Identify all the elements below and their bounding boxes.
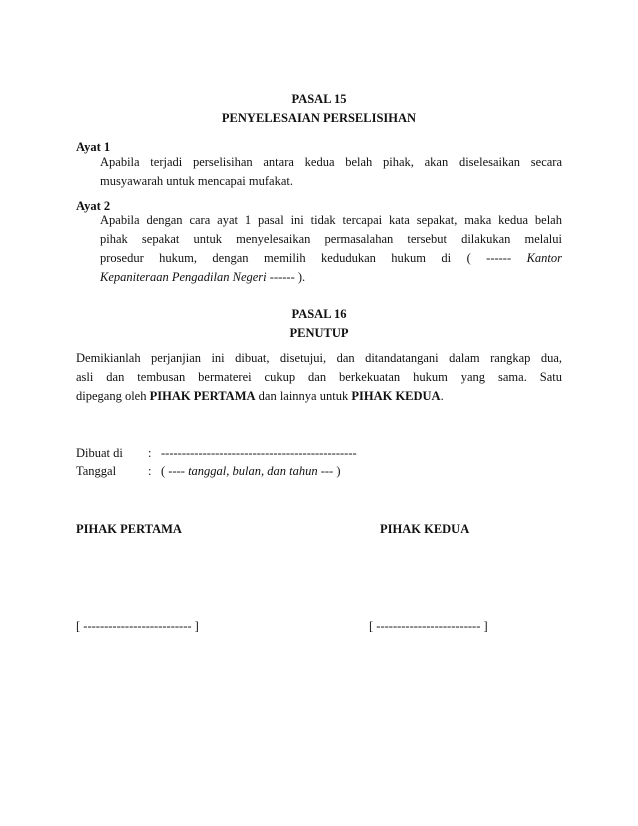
ayat-2-body bbox=[100, 211, 562, 287]
tanggal-italic: tanggal, bulan, dan tahun bbox=[188, 464, 318, 478]
pihak-pertama-label: PIHAK PERTAMA bbox=[76, 522, 182, 536]
closing-pihak-kedua: PIHAK KEDUA bbox=[351, 389, 441, 403]
pihak-kedua-label: PIHAK KEDUA bbox=[380, 522, 470, 536]
closing-line-3-a: dipegang oleh bbox=[76, 389, 147, 403]
ayat-2-line-3-italic: Kantor bbox=[526, 251, 562, 265]
signature-line-kedua: [ ------------------------- ] bbox=[369, 619, 488, 633]
dibuat-di-value: ----------------------------------------------- bbox=[161, 446, 357, 460]
closing-line-3-e: . bbox=[440, 389, 444, 403]
ayat-2-line-1: Apabila dengan cara ayat 1 pasal ini tidak tercapai kata sepakat, maka kedua belah bbox=[100, 213, 562, 227]
ayat-1-line-1: Apabila terjadi perselisihan antara kedua belah pihak, akan diselesaikan secara bbox=[100, 155, 562, 169]
tanggal-colon: : bbox=[148, 464, 152, 478]
closing-line-1: Demikianlah perjanjian ini dibuat, disetujui, dan ditandatangani dalam rangkap dua, bbox=[76, 351, 562, 365]
dibuat-di-row bbox=[76, 444, 562, 463]
closing-line-3-c: dan lainnya untuk bbox=[258, 389, 349, 403]
tanggal-close: --- ) bbox=[320, 464, 341, 478]
closing-paragraph bbox=[76, 349, 562, 406]
closing-line-3 bbox=[76, 387, 562, 406]
ayat-2-line-4-tail: ------ ). bbox=[269, 270, 306, 284]
ayat-2-heading: Ayat 2 bbox=[76, 199, 111, 213]
ayat-1-body bbox=[100, 153, 562, 191]
ayat-2-line-3 bbox=[100, 249, 562, 268]
pasal-15-subtitle: PENYELESAIAN PERSELISIHAN bbox=[221, 111, 417, 125]
signature-line-pertama: [ -------------------------- ] bbox=[76, 619, 199, 633]
dibuat-di-colon: : bbox=[148, 446, 152, 460]
tanggal-open: ( ---- bbox=[161, 464, 185, 478]
closing-line-2: asli dan tembusan bermaterei cukup dan berkekuatan hukum yang sama. Satu bbox=[76, 370, 562, 384]
ayat-1-heading: Ayat 1 bbox=[76, 140, 111, 154]
tanggal-value bbox=[161, 462, 341, 481]
pasal-16-subtitle: PENUTUP bbox=[289, 326, 349, 340]
ayat-2-line-4 bbox=[100, 268, 562, 287]
dibuat-di-label: Dibuat di bbox=[76, 446, 123, 460]
pasal-15-title: PASAL 15 bbox=[291, 92, 347, 106]
ayat-2-line-2: pihak sepakat untuk menyelesaikan permasalahan tersebut dilakukan melalui bbox=[100, 232, 562, 246]
ayat-2-line-4-italic: Kepaniteraan Pengadilan Negeri bbox=[100, 270, 267, 284]
closing-pihak-pertama: PIHAK PERTAMA bbox=[149, 389, 256, 403]
ayat-1-line-2: musyawarah untuk mencapai mufakat. bbox=[100, 174, 293, 188]
tanggal-label: Tanggal bbox=[76, 464, 117, 478]
ayat-2-line-3-text: prosedur hukum, dengan memilih kedudukan hukum di ( ------ bbox=[100, 251, 512, 265]
tanggal-row bbox=[76, 462, 562, 481]
pasal-16-title: PASAL 16 bbox=[291, 307, 347, 321]
